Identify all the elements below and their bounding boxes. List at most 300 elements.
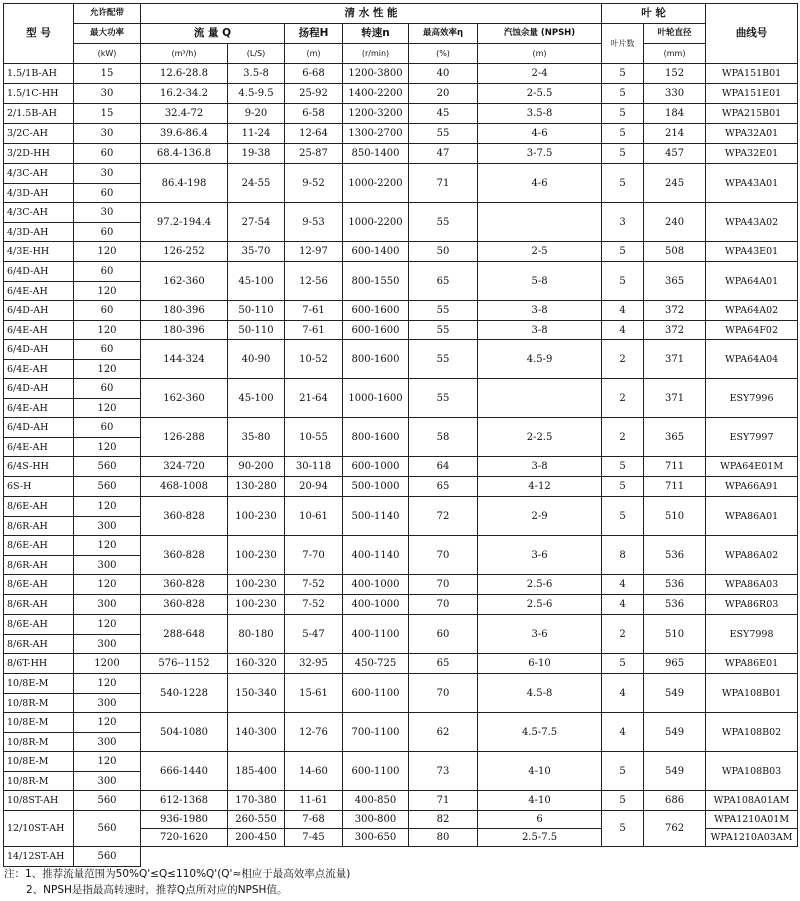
header-npsh-unit: (m) — [478, 44, 602, 64]
cell-model: 6/4E-AH — [4, 360, 74, 379]
cell-speed: 400-1000 — [343, 575, 409, 595]
cell-blades: 5 — [602, 457, 644, 477]
table-row — [4, 497, 798, 517]
cell-q_m3h: 180-396 — [141, 321, 228, 340]
table-row — [4, 595, 798, 615]
cell-power: 120 — [74, 438, 141, 457]
cell-speed: 600-1600 — [343, 321, 409, 340]
cell-npsh: 4-6 — [478, 164, 602, 203]
cell-q_m3h: 12.6-28.8 — [141, 64, 228, 84]
cell-dia: 536 — [644, 536, 706, 575]
cell-q_m3h: 162-360 — [141, 379, 228, 418]
cell-blades: 8 — [602, 536, 644, 575]
cell-q_m3h: 162-360 — [141, 262, 228, 301]
cell-q_m3h: 16.2-34.2 — [141, 84, 228, 104]
cell-dia: 508 — [644, 242, 706, 262]
cell-eff: 71 — [409, 791, 478, 811]
cell-npsh: 4.5-7.5 — [478, 713, 602, 752]
cell-blades: 3 — [602, 203, 644, 242]
cell-q_ls: 100-230 — [228, 536, 285, 575]
cell-head: 12-56 — [285, 262, 343, 301]
header-efficiency: 最高效率η — [409, 24, 478, 44]
cell-eff: 55 — [409, 301, 478, 321]
cell-power: 560 — [74, 811, 141, 847]
cell-q_ls: 170-380 — [228, 791, 285, 811]
cell-power: 120 — [74, 360, 141, 379]
table-row — [4, 654, 798, 674]
cell-power: 120 — [74, 242, 141, 262]
cell-blades: 5 — [602, 752, 644, 791]
header-diameter-unit: (mm) — [644, 44, 706, 64]
header-speed-unit: (r/min) — [343, 44, 409, 64]
cell-model: 6/4E-AH — [4, 399, 74, 418]
cell-power: 300 — [74, 694, 141, 713]
cell-model: 6/4S-HH — [4, 457, 74, 477]
header-blades: 叶片数 — [602, 24, 644, 64]
cell-eff: 70 — [409, 674, 478, 713]
cell-model: 3/2D-HH — [4, 144, 74, 164]
cell-dia: 510 — [644, 615, 706, 654]
cell-power: 30 — [74, 124, 141, 144]
cell-npsh: 2-2.5 — [478, 418, 602, 457]
cell-npsh: 2.5-6 — [478, 575, 602, 595]
cell-head: 12-64 — [285, 124, 343, 144]
cell-speed: 500-1140 — [343, 497, 409, 536]
cell-speed: 1000-2200 — [343, 203, 409, 242]
cell-dia: 365 — [644, 418, 706, 457]
cell-npsh: 4-10 — [478, 752, 602, 791]
cell-model: 4/3D-AH — [4, 184, 74, 203]
table-row — [4, 321, 798, 340]
table-row — [4, 124, 798, 144]
cell-head: 10-55 — [285, 418, 343, 457]
header-clear-water-performance: 清 水 性 能 — [141, 4, 602, 24]
cell-curve: ESY7996 — [706, 379, 798, 418]
cell-model: 10/8E-M — [4, 674, 74, 694]
cell-model: 10/8E-M — [4, 752, 74, 772]
table-row — [4, 340, 798, 360]
cell-npsh: 2.5-7.5 — [478, 829, 602, 847]
cell-dia: 549 — [644, 752, 706, 791]
cell-head: 21-64 — [285, 379, 343, 418]
cell-eff: 55 — [409, 124, 478, 144]
cell-head: 30-118 — [285, 457, 343, 477]
cell-curve: WPA151E01 — [706, 84, 798, 104]
cell-model: 4/3C-AH — [4, 203, 74, 223]
cell-model: 6/4D-AH — [4, 301, 74, 321]
cell-q_m3h: 86.4-198 — [141, 164, 228, 203]
cell-npsh: 2-9 — [478, 497, 602, 536]
cell-model: 4/3C-AH — [4, 164, 74, 184]
table-row — [4, 477, 798, 497]
cell-head: 14-60 — [285, 752, 343, 791]
cell-q_ls: 200-450 — [228, 829, 285, 847]
cell-q_ls: 35-70 — [228, 242, 285, 262]
cell-q_ls: 27-54 — [228, 203, 285, 242]
cell-q_m3h: 126-288 — [141, 418, 228, 457]
cell-blades: 5 — [602, 497, 644, 536]
cell-dia: 214 — [644, 124, 706, 144]
cell-q_m3h: 126-252 — [141, 242, 228, 262]
table-row — [4, 811, 798, 829]
cell-power: 300 — [74, 595, 141, 615]
cell-q_ls: 50-110 — [228, 301, 285, 321]
table-row — [4, 575, 798, 595]
cell-q_m3h: 360-828 — [141, 497, 228, 536]
cell-q_ls: 160-320 — [228, 654, 285, 674]
cell-q_m3h: 612-1368 — [141, 791, 228, 811]
cell-model: 10/8R-M — [4, 694, 74, 713]
cell-q_ls: 35-80 — [228, 418, 285, 457]
cell-model: 6/4D-AH — [4, 340, 74, 360]
cell-npsh: 4-12 — [478, 477, 602, 497]
cell-q_ls: 4.5-9.5 — [228, 84, 285, 104]
cell-head: 12-97 — [285, 242, 343, 262]
cell-eff: 65 — [409, 262, 478, 301]
cell-eff: 20 — [409, 84, 478, 104]
cell-head: 20-94 — [285, 477, 343, 497]
cell-npsh: 4-10 — [478, 791, 602, 811]
cell-dia: 152 — [644, 64, 706, 84]
header-impeller: 叶 轮 — [602, 4, 706, 24]
cell-dia: 457 — [644, 144, 706, 164]
cell-npsh: 2.5-6 — [478, 595, 602, 615]
cell-dia: 549 — [644, 674, 706, 713]
cell-curve: WPA43E01 — [706, 242, 798, 262]
cell-q_m3h: 324-720 — [141, 457, 228, 477]
cell-power: 30 — [74, 164, 141, 184]
header-npsh: 汽蚀余量 (NPSH) — [478, 24, 602, 44]
cell-model: 6/4D-AH — [4, 418, 74, 438]
cell-eff: 72 — [409, 497, 478, 536]
cell-blades: 5 — [602, 477, 644, 497]
cell-q_ls: 260-550 — [228, 811, 285, 829]
header-efficiency-unit: (%) — [409, 44, 478, 64]
cell-eff: 62 — [409, 713, 478, 752]
cell-eff: 40 — [409, 64, 478, 84]
cell-curve: WPA215B01 — [706, 104, 798, 124]
cell-head: 32-95 — [285, 654, 343, 674]
cell-power: 60 — [74, 418, 141, 438]
header-flow-unit-ls: (L/S) — [228, 44, 285, 64]
cell-speed: 600-1100 — [343, 674, 409, 713]
cell-q_m3h: 666-1440 — [141, 752, 228, 791]
cell-q_m3h: 32.4-72 — [141, 104, 228, 124]
table-row — [4, 674, 798, 694]
cell-head: 7-52 — [285, 575, 343, 595]
cell-npsh — [478, 203, 602, 242]
table-row — [4, 242, 798, 262]
cell-head: 7-70 — [285, 536, 343, 575]
cell-speed: 500-1000 — [343, 477, 409, 497]
cell-npsh: 2-5.5 — [478, 84, 602, 104]
cell-curve: WPA64A01 — [706, 262, 798, 301]
table-body — [4, 64, 798, 867]
cell-power: 300 — [74, 733, 141, 752]
cell-curve: WPA64A02 — [706, 301, 798, 321]
cell-model: 6/4D-AH — [4, 262, 74, 282]
cell-eff: 70 — [409, 595, 478, 615]
cell-blades: 4 — [602, 713, 644, 752]
cell-head: 25-92 — [285, 84, 343, 104]
cell-model: 6/4E-AH — [4, 282, 74, 301]
cell-model: 8/6R-AH — [4, 556, 74, 575]
cell-head: 5-47 — [285, 615, 343, 654]
cell-model: 8/6E-AH — [4, 575, 74, 595]
cell-dia: 240 — [644, 203, 706, 242]
table-row — [4, 536, 798, 556]
cell-q_m3h: 68.4-136.8 — [141, 144, 228, 164]
cell-eff: 47 — [409, 144, 478, 164]
cell-model: 12/10ST-AH — [4, 811, 74, 847]
cell-model: 6/4E-AH — [4, 321, 74, 340]
cell-head: 7-45 — [285, 829, 343, 847]
cell-eff: 50 — [409, 242, 478, 262]
cell-npsh: 3-8 — [478, 301, 602, 321]
cell-power: 120 — [74, 536, 141, 556]
cell-curve: WPA108B02 — [706, 713, 798, 752]
cell-q_m3h: 360-828 — [141, 595, 228, 615]
cell-dia: 371 — [644, 340, 706, 379]
cell-blades: 5 — [602, 144, 644, 164]
cell-head: 10-61 — [285, 497, 343, 536]
cell-model: 8/6E-AH — [4, 497, 74, 517]
pump-performance-table — [3, 3, 798, 867]
table-row — [4, 713, 798, 733]
cell-model: 8/6R-AH — [4, 635, 74, 654]
cell-npsh: 5-8 — [478, 262, 602, 301]
cell-head: 9-52 — [285, 164, 343, 203]
cell-q_ls: 90-200 — [228, 457, 285, 477]
cell-head: 6-68 — [285, 64, 343, 84]
header-curve: 曲线号 — [706, 4, 798, 64]
table-row — [4, 379, 798, 399]
cell-blades: 4 — [602, 595, 644, 615]
cell-model: 10/8E-M — [4, 713, 74, 733]
cell-power: 560 — [74, 457, 141, 477]
table-row — [4, 457, 798, 477]
cell-curve: WPA43A02 — [706, 203, 798, 242]
cell-head: 7-68 — [285, 811, 343, 829]
cell-model: 4/3D-AH — [4, 223, 74, 242]
cell-model: 8/6T-HH — [4, 654, 74, 674]
cell-speed: 800-1600 — [343, 340, 409, 379]
cell-curve: WPA66A91 — [706, 477, 798, 497]
cell-curve: WPA86E01 — [706, 654, 798, 674]
header-power-line1: 允许配带 — [74, 4, 141, 24]
cell-dia: 711 — [644, 457, 706, 477]
header-speed: 转速n — [343, 24, 409, 44]
cell-q_ls: 3.5-8 — [228, 64, 285, 84]
cell-head: 7-61 — [285, 301, 343, 321]
cell-eff: 64 — [409, 457, 478, 477]
cell-dia: 184 — [644, 104, 706, 124]
cell-power: 30 — [74, 203, 141, 223]
cell-q_m3h: 504-1080 — [141, 713, 228, 752]
cell-q_ls: 130-280 — [228, 477, 285, 497]
cell-npsh — [478, 379, 602, 418]
cell-power: 120 — [74, 282, 141, 301]
cell-curve: WPA86A03 — [706, 575, 798, 595]
cell-npsh: 3-7.5 — [478, 144, 602, 164]
table-row — [4, 64, 798, 84]
cell-q_ls: 100-230 — [228, 497, 285, 536]
cell-speed: 1000-1600 — [343, 379, 409, 418]
cell-model: 6/4D-AH — [4, 379, 74, 399]
cell-eff: 45 — [409, 104, 478, 124]
cell-power: 60 — [74, 184, 141, 203]
cell-model: 8/6E-AH — [4, 615, 74, 635]
cell-eff: 71 — [409, 164, 478, 203]
header-diameter: 叶轮直径 — [644, 24, 706, 44]
cell-blades: 5 — [602, 262, 644, 301]
header-power-line2: 最大功率 — [74, 24, 141, 44]
cell-blades: 2 — [602, 379, 644, 418]
cell-curve: WPA86A02 — [706, 536, 798, 575]
cell-blades: 4 — [602, 674, 644, 713]
cell-eff: 82 — [409, 811, 478, 829]
cell-npsh: 3-6 — [478, 615, 602, 654]
cell-blades: 5 — [602, 242, 644, 262]
table-row — [4, 615, 798, 635]
cell-blades: 2 — [602, 418, 644, 457]
cell-curve: WPA151B01 — [706, 64, 798, 84]
cell-eff: 65 — [409, 477, 478, 497]
cell-dia: 536 — [644, 595, 706, 615]
cell-curve: WPA64F02 — [706, 321, 798, 340]
table-header — [4, 4, 798, 64]
cell-dia: 686 — [644, 791, 706, 811]
cell-q_ls: 50-110 — [228, 321, 285, 340]
cell-model: 6/4E-AH — [4, 438, 74, 457]
cell-speed: 1200-3800 — [343, 64, 409, 84]
cell-dia: 549 — [644, 713, 706, 752]
cell-head: 7-52 — [285, 595, 343, 615]
cell-speed: 400-1100 — [343, 615, 409, 654]
cell-power: 560 — [74, 477, 141, 497]
cell-dia: 965 — [644, 654, 706, 674]
table-row — [4, 301, 798, 321]
cell-q_m3h: 468-1008 — [141, 477, 228, 497]
cell-q_ls: 9-20 — [228, 104, 285, 124]
table-row — [4, 84, 798, 104]
cell-q_ls: 100-230 — [228, 575, 285, 595]
cell-dia: 372 — [644, 321, 706, 340]
cell-curve: WPA64A04 — [706, 340, 798, 379]
cell-model: 10/8R-M — [4, 772, 74, 791]
cell-dia: 510 — [644, 497, 706, 536]
cell-blades: 5 — [602, 654, 644, 674]
header-flow-unit-m3h: (m³/h) — [141, 44, 228, 64]
cell-npsh: 2-5 — [478, 242, 602, 262]
cell-q_ls: 11-24 — [228, 124, 285, 144]
cell-curve: WPA86A01 — [706, 497, 798, 536]
cell-power: 15 — [74, 104, 141, 124]
cell-blades: 5 — [602, 104, 644, 124]
cell-speed: 1300-2700 — [343, 124, 409, 144]
cell-model: 8/6R-AH — [4, 595, 74, 615]
cell-power: 1200 — [74, 654, 141, 674]
note-1: 注：1、推荐流量范围为50%Q'≤Q≤110%Q'(Q'≈相应于最高效率点流量) — [4, 868, 351, 880]
table-row — [4, 752, 798, 772]
cell-head: 12-76 — [285, 713, 343, 752]
cell-power: 120 — [74, 713, 141, 733]
table-row — [4, 203, 798, 223]
cell-model: 10/8R-M — [4, 733, 74, 752]
table-row — [4, 418, 798, 438]
cell-blades: 2 — [602, 340, 644, 379]
cell-q_m3h: 360-828 — [141, 536, 228, 575]
cell-speed: 700-1100 — [343, 713, 409, 752]
header-power-unit: (kW) — [74, 44, 141, 64]
cell-npsh: 6 — [478, 811, 602, 829]
cell-speed: 800-1550 — [343, 262, 409, 301]
cell-dia: 365 — [644, 262, 706, 301]
cell-blades: 4 — [602, 301, 644, 321]
cell-speed: 400-1000 — [343, 595, 409, 615]
cell-eff: 70 — [409, 575, 478, 595]
cell-eff: 65 — [409, 654, 478, 674]
cell-q_ls: 150-340 — [228, 674, 285, 713]
cell-power: 60 — [74, 262, 141, 282]
cell-npsh: 3-6 — [478, 536, 602, 575]
cell-curve: WPA1210A01M — [706, 811, 798, 829]
cell-speed: 1200-3200 — [343, 104, 409, 124]
cell-blades: 5 — [602, 84, 644, 104]
cell-blades: 5 — [602, 124, 644, 144]
table-row — [4, 164, 798, 184]
cell-speed: 1400-2200 — [343, 84, 409, 104]
table-row — [4, 847, 798, 867]
cell-power: 120 — [74, 497, 141, 517]
cell-q_m3h: 360-828 — [141, 575, 228, 595]
cell-power: 60 — [74, 223, 141, 242]
cell-curve: WPA108B01 — [706, 674, 798, 713]
table-row — [4, 791, 798, 811]
cell-power: 120 — [74, 321, 141, 340]
cell-q_m3h: 576--1152 — [141, 654, 228, 674]
cell-head: 7-61 — [285, 321, 343, 340]
cell-head: 11-61 — [285, 791, 343, 811]
cell-curve: ESY7997 — [706, 418, 798, 457]
cell-npsh: 4.5-9 — [478, 340, 602, 379]
cell-q_m3h: 97.2-194.4 — [141, 203, 228, 242]
cell-model: 8/6R-AH — [4, 517, 74, 536]
cell-curve: WPA86R03 — [706, 595, 798, 615]
cell-q_ls: 45-100 — [228, 379, 285, 418]
cell-speed: 400-1140 — [343, 536, 409, 575]
cell-curve: WPA32E01 — [706, 144, 798, 164]
cell-power: 120 — [74, 615, 141, 635]
cell-speed: 1000-2200 — [343, 164, 409, 203]
cell-head: 9-53 — [285, 203, 343, 242]
cell-q_m3h: 144-324 — [141, 340, 228, 379]
cell-power: 120 — [74, 399, 141, 418]
cell-npsh: 2-4 — [478, 64, 602, 84]
cell-blades: 4 — [602, 575, 644, 595]
cell-curve: WPA1210A03AM — [706, 829, 798, 847]
cell-speed: 600-1400 — [343, 242, 409, 262]
cell-q_m3h: 288-648 — [141, 615, 228, 654]
table-row — [4, 144, 798, 164]
cell-dia: 330 — [644, 84, 706, 104]
cell-power: 300 — [74, 635, 141, 654]
cell-npsh: 3.5-8 — [478, 104, 602, 124]
cell-blades: 2 — [602, 615, 644, 654]
cell-head: 15-61 — [285, 674, 343, 713]
cell-q_m3h: 39.6-86.4 — [141, 124, 228, 144]
cell-diameter: 762 — [644, 811, 706, 847]
